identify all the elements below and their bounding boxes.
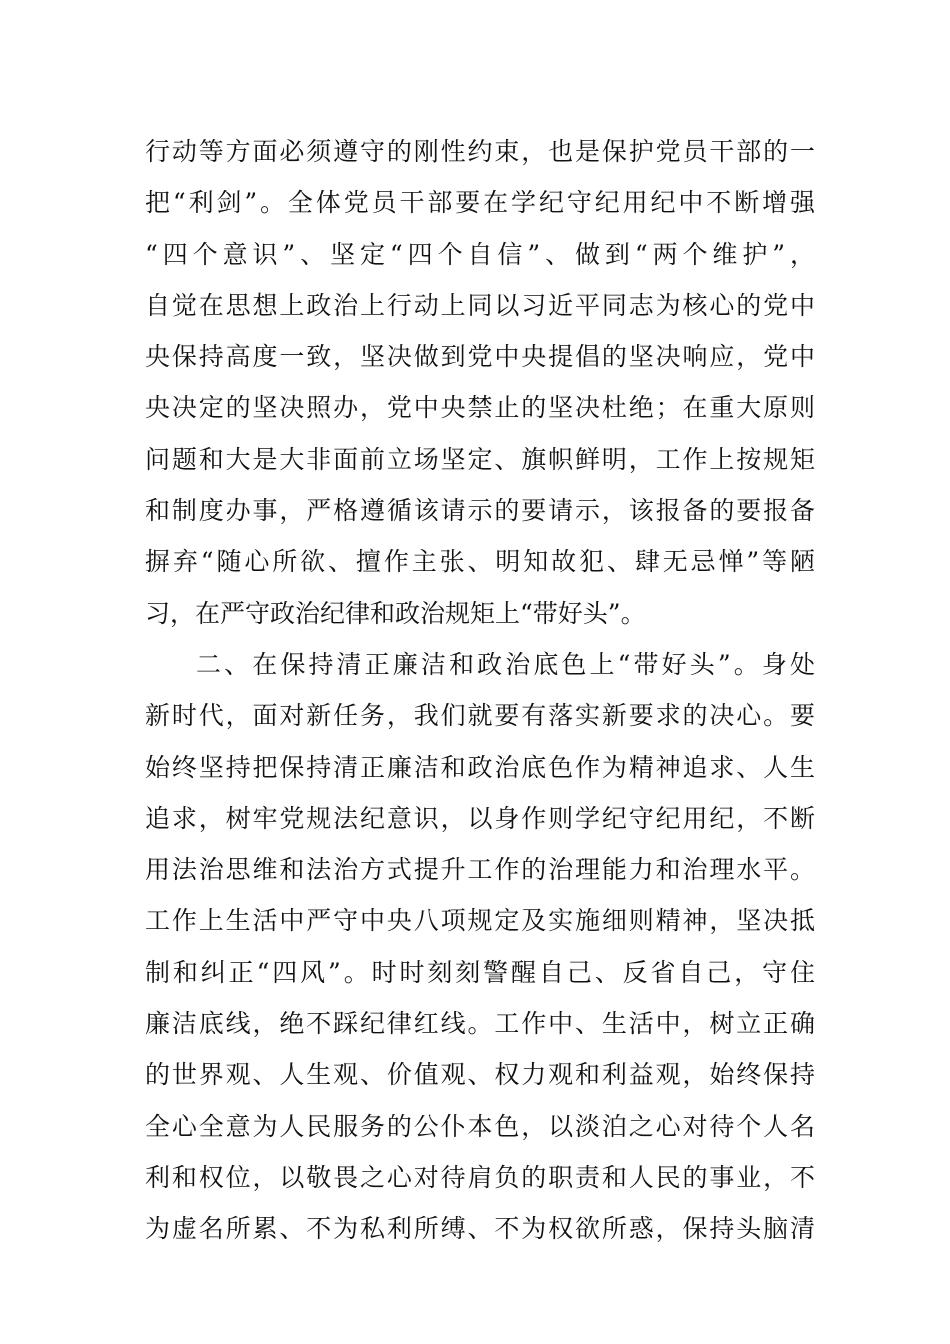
- text-line: 全心全意为人民服务的公仆本色，以淡泊之心对待个人名: [145, 1111, 815, 1141]
- text-line: “四个意识”、坚定“四个自信”、做到“两个维护”，: [145, 239, 815, 269]
- text-line: 制和纠正“四风”。时时刻刻警醒自己、反省自己，守住: [145, 957, 815, 987]
- text-line: 工作上生活中严守中央八项规定及实施细则精神，坚决抵: [145, 906, 815, 936]
- section-heading-line: 二、在保持清正廉洁和政治底色上“带好头”。身处: [196, 649, 815, 679]
- paragraph-discipline: [145, 126, 815, 639]
- text-line: 和制度办事，严格遵循该请示的要请示，该报备的要报备: [145, 496, 815, 526]
- text-line: 问题和大是大非面前立场坚定、旗帜鲜明，工作上按规矩: [145, 444, 815, 474]
- text-line: 摒弃“随心所欲、擅作主张、明知故犯、肆无忌惮”等陋: [145, 547, 815, 577]
- text-line: 廉洁底线，绝不踩纪律红线。工作中、生活中，树立正确: [145, 1009, 815, 1039]
- text-line: 新时代，面对新任务，我们就要有落实新要求的决心。要: [145, 701, 815, 731]
- text-line: 自觉在思想上政治上行动上同以习近平同志为核心的党中: [145, 290, 815, 320]
- text-line: 习，在严守政治纪律和政治规矩上“带好头”。: [145, 598, 646, 628]
- text-line: 央保持高度一致，坚决做到党中央提倡的坚决响应，党中: [145, 342, 815, 372]
- text-line: 为虚名所累、不为私利所缚、不为权欲所惑，保持头脑清: [145, 1214, 815, 1244]
- text-line: 利和权位，以敬畏之心对待肩负的职责和人民的事业，不: [145, 1162, 815, 1192]
- text-line: 把“利剑”。全体党员干部要在学纪守纪用纪中不断增强: [145, 188, 815, 218]
- text-line: 行动等方面必须遵守的刚性约束，也是保护党员干部的一: [145, 137, 815, 166]
- text-line: 始终坚持把保持清正廉洁和政治底色作为精神追求、人生: [145, 752, 815, 782]
- text-line: 追求，树牢党规法纪意识，以身作则学纪守纪用纪，不断: [145, 803, 815, 833]
- text-line: 的世界观、人生观、价值观、权力观和利益观，始终保持: [145, 1060, 815, 1090]
- document-body: [145, 126, 815, 1255]
- text-line: 央决定的坚决照办，党中央禁止的坚决杜绝；在重大原则: [145, 393, 815, 423]
- paragraph-integrity: [145, 639, 815, 1255]
- text-line: 用法治思维和法治方式提升工作的治理能力和治理水平。: [145, 855, 815, 885]
